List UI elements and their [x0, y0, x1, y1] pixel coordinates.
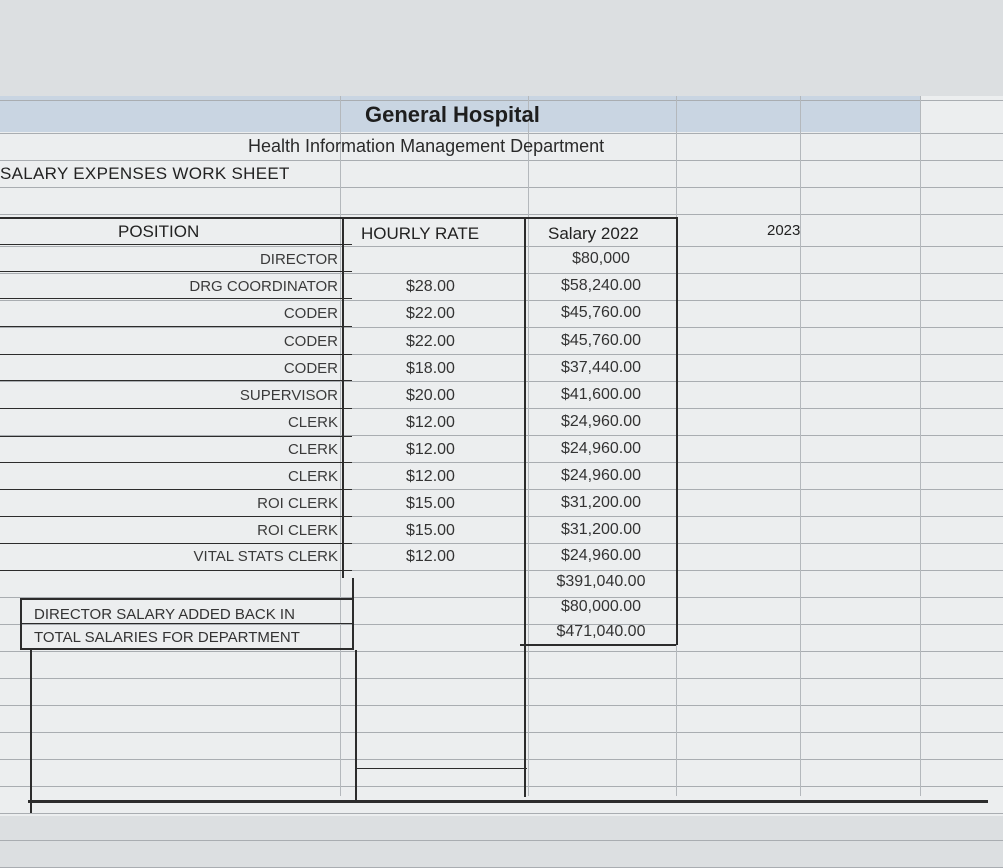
gridline-horizontal [0, 187, 1003, 188]
hourly-rate-cell[interactable]: $12.00 [406, 441, 455, 458]
salary-2022-cell[interactable]: $24,960.00 [560, 547, 642, 564]
department-subtitle[interactable]: Health Information Management Department [248, 136, 605, 156]
cell-border [0, 380, 352, 381]
gridline-horizontal [0, 273, 1003, 274]
gridline-horizontal [0, 651, 1003, 652]
cell-border [0, 244, 352, 245]
cell-border [30, 650, 32, 813]
position-cell[interactable]: CLERK [287, 468, 338, 485]
director-added-label[interactable]: DIRECTOR SALARY ADDED BACK IN [34, 606, 295, 623]
worksheet-label[interactable]: SALARY EXPENSES WORK SHEET [0, 164, 290, 183]
salary-2022-cell[interactable]: $31,200.00 [560, 494, 642, 511]
gridline-horizontal [0, 786, 1003, 787]
column-header-hourly-rate[interactable]: HOURLY RATE [361, 224, 480, 243]
gridline-vertical [800, 96, 801, 796]
gridline-horizontal [0, 246, 1003, 247]
hourly-rate-cell[interactable]: $22.00 [406, 333, 455, 350]
salary-2022-cell[interactable]: $24,960.00 [560, 413, 642, 430]
position-cell[interactable]: CLERK [287, 441, 338, 458]
cell-border [28, 800, 988, 803]
salary-2022-cell[interactable]: $31,200.00 [560, 521, 642, 538]
gridline-horizontal [0, 327, 1003, 328]
cell-border [20, 648, 354, 650]
position-cell[interactable]: CLERK [287, 414, 338, 431]
cell-border [0, 516, 352, 517]
gridline-horizontal [0, 732, 1003, 733]
cell-border [520, 644, 676, 646]
salary-2022-cell[interactable]: $45,760.00 [560, 304, 642, 321]
cell-border [0, 354, 352, 355]
cell-border [0, 298, 352, 299]
column-header-2023[interactable]: 2023 [767, 222, 801, 239]
salary-2022-cell[interactable]: $24,960.00 [560, 467, 642, 484]
hourly-rate-cell[interactable]: $15.00 [406, 522, 455, 539]
column-header-salary-2022[interactable]: Salary 2022 [548, 224, 639, 243]
position-cell[interactable]: SUPERVISOR [239, 387, 338, 404]
cell-border [0, 570, 352, 571]
gridline-horizontal [0, 759, 1003, 760]
hospital-title[interactable]: General Hospital [365, 102, 540, 127]
hourly-rate-cell[interactable]: $20.00 [406, 387, 455, 404]
gridline-horizontal [0, 624, 1003, 625]
gridline-horizontal [0, 133, 1003, 134]
cell-border [355, 768, 527, 769]
cell-border [0, 489, 352, 490]
cell-border [0, 326, 352, 327]
hourly-rate-cell[interactable]: $12.00 [406, 414, 455, 431]
cell-border [676, 217, 678, 645]
cell-border [0, 408, 352, 409]
gridline-horizontal [0, 840, 1003, 841]
cell-border [0, 271, 352, 272]
total-salaries-label[interactable]: TOTAL SALARIES FOR DEPARTMENT [34, 629, 300, 646]
cell-border [352, 578, 354, 650]
gridline-horizontal [0, 813, 1003, 814]
position-cell[interactable]: CODER [283, 360, 338, 377]
cell-border [0, 217, 676, 219]
salary-2022-cell[interactable]: $24,960.00 [560, 440, 642, 457]
cell-border [0, 436, 352, 437]
salary-2022-cell[interactable]: $58,240.00 [560, 277, 642, 294]
gridline-horizontal [0, 100, 1003, 101]
hourly-rate-cell[interactable]: $12.00 [406, 548, 455, 565]
position-cell[interactable]: DRG COORDINATOR [189, 278, 338, 295]
hourly-rate-cell[interactable]: $22.00 [406, 305, 455, 322]
hourly-rate-cell[interactable]: $18.00 [406, 360, 455, 377]
gridline-horizontal [0, 705, 1003, 706]
total-salaries-value[interactable]: $471,040.00 [556, 623, 646, 640]
cell-border [0, 543, 352, 544]
gridline-horizontal [0, 381, 1003, 382]
cell-border [20, 598, 22, 650]
subtotal-value[interactable]: $391,040.00 [556, 573, 646, 590]
position-cell[interactable]: ROI CLERK [257, 495, 338, 512]
hourly-rate-cell[interactable]: $15.00 [406, 495, 455, 512]
hourly-rate-cell[interactable]: $12.00 [406, 468, 455, 485]
gridline-horizontal [0, 300, 1003, 301]
gridline-vertical [920, 96, 921, 796]
cell-border [20, 623, 354, 624]
cell-border [355, 650, 357, 800]
salary-2022-cell[interactable]: $37,440.00 [560, 359, 642, 376]
gridline-horizontal [0, 214, 1003, 215]
salary-2022-cell[interactable]: $80,000 [572, 250, 630, 267]
position-cell[interactable]: CODER [283, 305, 338, 322]
position-cell[interactable]: ROI CLERK [257, 522, 338, 539]
position-cell[interactable]: CODER [283, 333, 338, 350]
salary-2022-cell[interactable]: $41,600.00 [560, 386, 642, 403]
position-cell[interactable]: VITAL STATS CLERK [193, 548, 338, 565]
spreadsheet-grid[interactable] [0, 96, 1003, 816]
director-added-value[interactable]: $80,000.00 [560, 598, 642, 615]
hourly-rate-cell[interactable]: $28.00 [406, 278, 455, 295]
gridline-horizontal [0, 160, 1003, 161]
position-cell[interactable]: DIRECTOR [259, 251, 338, 268]
salary-2022-cell[interactable]: $45,760.00 [560, 332, 642, 349]
column-header-position[interactable]: POSITION [118, 222, 200, 241]
gridline-vertical [340, 96, 341, 796]
cell-border [0, 462, 352, 463]
cell-border [20, 598, 354, 600]
gridline-horizontal [0, 678, 1003, 679]
